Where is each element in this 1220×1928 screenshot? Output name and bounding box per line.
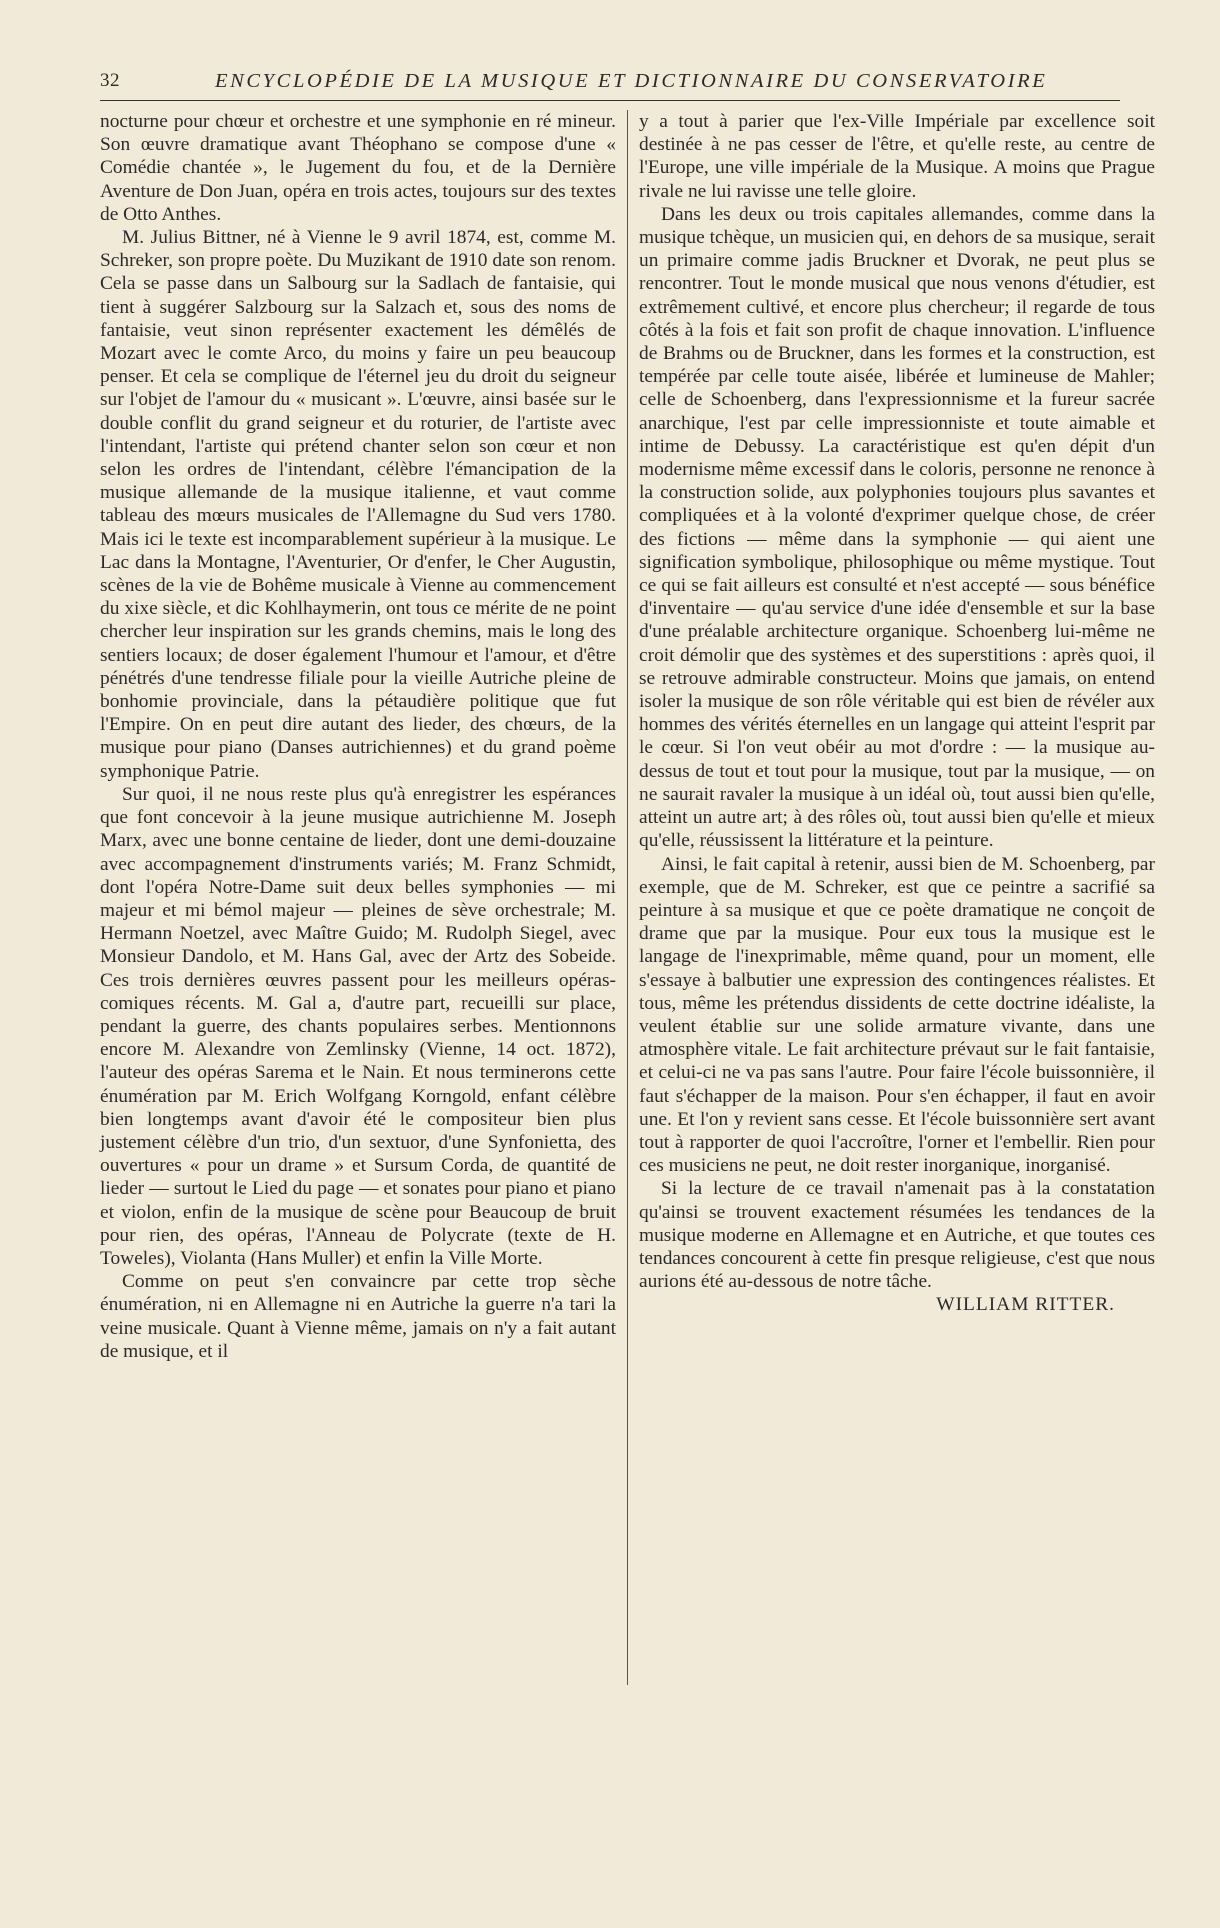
paragraph: nocturne pour chœur et orchestre et une symphonie en ré mineur. Son œuvre dramatique avant Théophano se compose d'une « Comédie chantée », le Jugement du fou, et de la Dernière Aventure de Don Juan, opéra en trois actes, toujours sur des textes de Otto Anthes. [100,111,616,225]
running-title: ENCYCLOPÉDIE DE LA MUSIQUE ET DICTIONNAIRE DU CONSERVATOIRE [215,70,1048,92]
running-header [100,70,1120,101]
paragraph: M. Julius Bittner, né à Vienne le 9 avril 1874, est, comme M. Schreker, son propre poète. Du Muzikant de 1910 date son renom. Cela se passe dans un Salbourg sur la Sadlach de fantaisie, qui tient à suggérer Salzbourg sur la Salzach et, sous des noms de fantaisie, veut sinon représenter exactement les démêlés de Mozart avec le comte Arco, du moins y faire un peu beaucoup penser. Et cela se complique de l'éternel jeu du droit du seigneur sur l'objet de l'amour du « musicant ». L'œuvre, ainsi basée sur le double conflit du grand seigneur et du roturier, de l'artiste avec l'intendant, l'artiste qui prétend chanter selon son cœur et non selon les ordres de l'intendant, célèbre l'émancipation de la musique allemande de la musique italienne, et vaut comme tableau des mœurs musicales de l'Allemagne du Sud vers 1780. Mais ici le texte est incomparablement supérieur à la musique. Le Lac dans la Montagne, l'Aventurier, Or d'enfer, le Cher Augustin, scènes de la vie de Bohême musicale à Vienne au commencement du xixe siècle, et dic Kohlhaymerin, ont tous ce mérite de ne point chercher leur inspiration sur les grands chemins, mais le long des sentiers locaux; de doser également l'humour et l'amour, et d'être pénétrés d'une tendresse filiale pour la vieille Autriche pleine de bonhomie provinciale, dans la pétaudière politique que fut l'Empire. On en peut dire autant des lieder, des chœurs, de la musique pour piano (Danses autrichiennes) et du grand poème symphonique Patrie. [100,227,616,782]
paragraph: y a tout à parier que l'ex-Ville Impériale par excellence soit destinée à ne pas cesser de l'être, et qu'elle reste, au centre de l'Europe, une ville impériale de la Musique. A moins que Prague rivale ne lui ravisse une telle gloire. [639,111,1155,202]
paragraph: Comme on peut s'en convaincre par cette trop sèche énumération, ni en Allemagne ni en Autriche la guerre n'a tari la veine musicale. Quant à Vienne même, jamais on n'y a fait autant de musique, et il [100,1271,616,1362]
page-number: 32 [100,70,120,91]
paragraph: Ainsi, le fait capital à retenir, aussi bien de M. Schoenberg, par exemple, que de M. Schreker, est que ce peintre a sacrifié sa peinture à sa musique et que ce poète dramatique ne conçoit de drame que par la musique. Pour eux tous la musique est le langage de l'inexprimable, même quand, pour un moment, elle s'essaye à balbutier une expression des contingences réalistes. Et tous, même les prétendus dissidents de cette doctrine idéaliste, la veulent établie sur une solide armature vivante, dans une atmosphère vitale. Le fait architecture prévaut sur le fait fantaisie, et celui-ci ne va pas sans l'autre. Pour faire l'école buissonnière, il faut s'échapper de la maison. Pour s'en échapper, il faut en avoir une. Et l'on y revient sans cesse. Et l'école buissonnière sert avant tout à rapporter de quoi l'accroître, l'orner et l'embellir. Rien pour ces musiciens ne peut, ne doit rester inorganique, inorganisé. [639,853,1155,1177]
paragraph: Si la lecture de ce travail n'amenait pas à la constatation qu'ainsi se trouvent exactement résumées les tendances de la musique moderne en Allemagne et en Autriche, et que toutes ces tendances concourent à cette fin presque religieuse, c'est que nous aurions été au-dessous de notre tâche. [639,1178,1155,1293]
paragraph: Dans les deux ou trois capitales allemandes, comme dans la musique tchèque, un musicien qui, en dehors de sa musique, serait un primaire comme jadis Bruckner et Dvorak, ne peut plus se rencontrer. Tout le monde musical que nous venons d'étudier, est extrêmement cultivé, et encore plus chercheur; il regarde de tous côtés à la fois et fait son profit de chaque innovation. L'influence de Brahms ou de Bruckner, dans les formes et la construction, est tempérée par celle toute aisée, libérée et lumineuse de Mahler; celle de Schoenberg, dans l'expressionnisme et la fureur sacrée anarchique, l'est par celle impressionniste et toute aimable et intime de Debussy. La caractéristique est qu'en dépit d'un modernisme même excessif dans le coloris, personne ne renonce à la construction solide, aux polyphonies toujours plus savantes et compliquées et à la volonté d'exprimer quelque chose, de créer des fictions — même dans la symphonie — qui aient une signification symbolique, philosophique ou même mystique. Tout ce qui se fait ailleurs est consulté et n'est accepté — sous bénéfice d'inventaire — qu'au service d'une idée d'ensemble et sur la base d'une préalable architecture organique. Schoenberg lui-même ne croit démolir que des systèmes et des superstitions : après quoi, il se retrouve admirable constructeur. Moins que jamais, on entend isoler la musique de son rôle véritable qui est bien de révéler aux hommes des vérités éternelles en un langage qui atteint l'esprit par le cœur. Si l'on veut obéir au mot d'ordre : — la musique au-dessus de tout et tout pour la musique, tout par la musique, — on ne saurait ravaler la musique à un idéal où, tout aussi bien qu'elle, atteint un autre art; à des rôles où, tout aussi bien qu'elle et mieux qu'elle, réussissent la littérature et la peinture. [639,203,1155,852]
right-column [639,110,1155,1690]
author-signature: WILLIAM RITTER. [936,1294,1115,1316]
column-divider [627,110,628,1685]
left-column [100,110,616,1690]
paragraph: Sur quoi, il ne nous reste plus qu'à enregistrer les espérances que font concevoir à la jeune musique autrichienne M. Joseph Marx, avec une bonne centaine de lieder, dont une demi-douzaine avec accompagnement d'instruments variés; M. Franz Schmidt, dont l'opéra Notre-Dame suit deux belles symphonies — mi majeur et mi bémol majeur — pleines de sève orchestrale; M. Hermann Noetzel, avec Maître Guido; M. Rudolph Siegel, avec Monsieur Dandolo, et M. Hans Gal, avec der Artz des Sobeide. Ces trois dernières œuvres passent pour les meilleurs opéras-comiques récents. M. Gal a, d'autre part, recueilli sur place, pendant la guerre, des chants populaires serbes. Mentionnons encore M. Alexandre von Zemlinsky (Vienne, 14 oct. 1872), l'auteur des opéras Sarema et le Nain. Et nous terminerons cette énumération par M. Erich Wolfgang Korngold, enfant célèbre bien longtemps avant d'avoir été le compositeur bien plus justement célèbre d'un trio, d'un sextuor, d'une Synfonietta, des ouvertures « pour un drame » et Sursum Corda, de quantité de lieder — surtout le Lied du page — et sonates pour piano et piano et violon, enfin de la musique de scène pour Beaucoup de bruit pour rien, des opéras, l'Anneau de Polycrate (texte de H. Toweles), Violanta (Hans Muller) et enfin la Ville Morte. [100,783,616,1269]
